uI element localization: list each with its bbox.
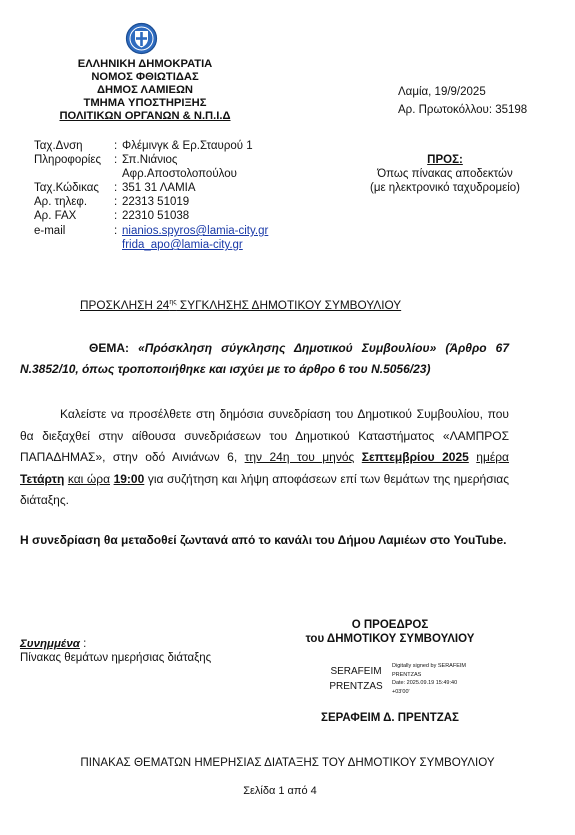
- attachments-text: Πίνακας θεμάτων ημερήσιας διάταξης: [20, 652, 212, 664]
- signer-name: SERAFEIM PRENTZAS: [329, 666, 383, 692]
- attachments-label: Συνημμένα: [20, 638, 80, 650]
- signature-details: Digitally signed by SERAFEIM PRENTZAS Date: 2025.09.19 15:49:40 +03'00': [392, 663, 466, 695]
- issuing-authority: [50, 58, 240, 123]
- contact-address: Ταχ.Δνση : Φλέμινγκ & Ερ.Σταυρού 1: [34, 140, 253, 152]
- greek-emblem-icon: [125, 22, 158, 55]
- subject-text: «Πρόσκληση σύγκλησης Δημοτικού Συμβουλίου» (Άρθρο 67 Ν.3852/10, όπως τροποποιήθηκε και ισχύει με το άρθρο 6 του Ν.5056/23): [20, 341, 509, 376]
- signature-role: Ο ΠΡΟΕΔΡΟΣ του ΔΗΜΟΤΙΚΟΥ ΣΥΜΒΟΥΛΙΟΥ: [305, 619, 475, 645]
- agenda-title: ΠΙΝΑΚΑΣ ΘΕΜΑΤΩΝ ΗΜΕΡΗΣΙΑΣ ΔΙΑΤΑΞΗΣ ΤΟΥ ΔΗΜΟΤΙΚΟΥ ΣΥΜΒΟΥΛΙΟΥ: [80, 756, 495, 769]
- email-link[interactable]: frida_apo@lamia-city.gr: [122, 239, 243, 251]
- protocol-number: Αρ. Πρωτοκόλλου: 35198: [398, 104, 528, 116]
- header-line: ΕΛΛΗΝΙΚΗ ΔΗΜΟΚΡΑΤΙΑ: [77, 58, 213, 70]
- place-date: Λαμία, 19/9/2025: [398, 86, 486, 98]
- signatory-name: ΣΕΡΑΦΕΙΜ Δ. ΠΡΕΝΤΖΑΣ: [321, 712, 459, 724]
- recipients-line: (με ηλεκτρονικό ταχυδρομείο): [369, 182, 520, 194]
- invitation-title: ΠΡΟΣΚΛΗΣΗ $24^{\eta\varsigma}$ ΣΥΓΚΛΗΣΗΣ ΔΗΜΟΤΙΚΟΥ ΣΥΜΒΟΥΛΙΟΥ: [80, 298, 402, 312]
- header-line: ΠΟΛΙΤΙΚΩΝ ΟΡΓΑΝΩΝ & Ν.Π.Ι.Δ: [59, 110, 231, 122]
- date-protocol: [398, 83, 527, 119]
- contact-info-2: Αφρ.Αποστολοπούλου: [122, 168, 237, 180]
- recipients-line: Όπως πίνακας αποδεκτών: [377, 168, 513, 180]
- contact-email: e-mail : nianios.spyros@lamia-city.gr: [34, 225, 269, 237]
- page-number: Σελίδα 1 από 4: [243, 785, 317, 797]
- header-line: ΝΟΜΟΣ ΦΘΙΩΤΙΔΑΣ: [91, 71, 199, 83]
- recipients-block: [345, 153, 545, 195]
- broadcast-notice: Η συνεδρίαση θα μεταδοθεί ζωντανά από το κανάλι του Δήμου Λαμιέων στο YouTube.: [20, 533, 507, 547]
- contact-phone: Αρ. τηλεφ. : 22313 51019: [34, 196, 190, 208]
- contact-info: Πληροφορίες : Σπ.Νιάνιος: [34, 154, 178, 166]
- contact-fax: Αρ. FAX : 22310 51038: [34, 210, 190, 222]
- contact-postal: Ταχ.Κώδικας : 351 31 ΛΑΜΙΑ: [34, 182, 196, 194]
- email-link[interactable]: nianios.spyros@lamia-city.gr: [122, 225, 269, 237]
- digital-signature: [316, 660, 496, 700]
- contact-email-2: [34, 239, 243, 251]
- header-line: ΔΗΜΟΣ ΛΑΜΙΕΩΝ: [96, 84, 194, 96]
- subject-paragraph: [20, 338, 509, 380]
- header-line: ΤΜΗΜΑ ΥΠΟΣΤΗΡΙΞΗΣ: [83, 97, 207, 109]
- attachments-block: Συνημμένα : Πίνακας θεμάτων ημερήσιας διάταξης: [20, 638, 212, 664]
- invitation-body: Καλείστε να προσέλθετε στη δημόσια συνεδρίαση του Δημοτικού Συμβουλίου, που θα διεξαχθεί στην αίθουσα συνεδριάσεων του Δημοτικού Καταστήματος «ΛΑΜΠΡΟΣ ΠΑΠΑΔΗΜΑΣ», στην οδό Αινιάνων 6, την 24η του μηνός Σεπτεμβρίου 2025 ημέρα Τετάρτη και ώρα 19:00 για συζήτηση και λήψη αποφάσεων επί των θεμάτων της ημερήσιας διάταξης.: [20, 407, 509, 507]
- subject-label: ΘΕΜΑ:: [89, 341, 129, 355]
- recipients-title: ΠΡΟΣ:: [427, 154, 463, 166]
